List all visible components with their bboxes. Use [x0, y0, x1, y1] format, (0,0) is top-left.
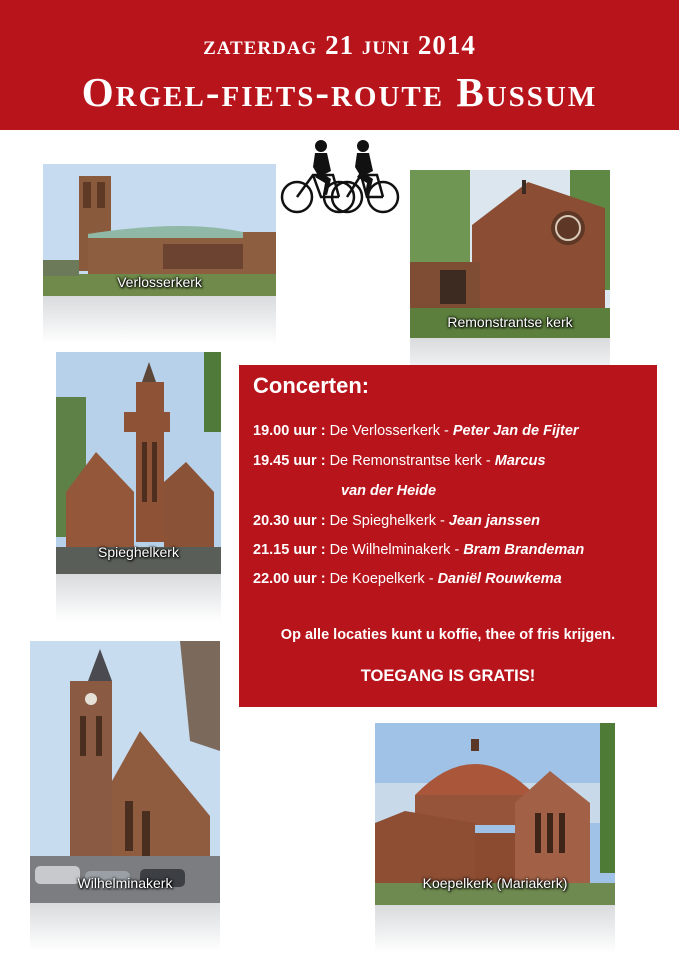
- concert-row: [253, 423, 579, 439]
- event-date: zaterdag 21 juni 2014: [203, 30, 476, 60]
- concert-row: [341, 483, 436, 499]
- concert-separator: :: [316, 571, 330, 587]
- concert-time: 22.00 uur: [253, 571, 317, 587]
- photo-wilhelminakerk: [30, 641, 220, 903]
- refreshments-note: Op alle locaties kunt u koffie, thee of fris krijgen.: [280, 627, 616, 643]
- photo-reflection: [30, 903, 220, 951]
- concert-time: 19.45 uur: [253, 453, 317, 469]
- concert-row: [253, 542, 584, 558]
- concert-church: De Koepelkerk -: [329, 571, 438, 587]
- concert-performer: Bram Brandeman: [463, 542, 585, 558]
- concert-time: 19.00 uur: [253, 423, 317, 439]
- caption-spieghelkerk: Spieghelkerk: [98, 544, 179, 560]
- concerts-heading: Concerten:: [253, 373, 370, 398]
- concert-separator: :: [316, 453, 330, 469]
- caption-wilhelminakerk: Wilhelminakerk: [77, 875, 173, 891]
- free-admission: TOEGANG IS GRATIS!: [360, 667, 536, 685]
- concert-church: De Remonstrantse kerk -: [329, 453, 495, 469]
- concert-performer: Daniël Rouwkema: [437, 571, 562, 587]
- photo-koepelkerk: [375, 723, 615, 905]
- concert-row: [253, 513, 540, 529]
- caption-verlosserkerk: Verlosserkerk: [117, 274, 202, 290]
- concert-time: 20.30 uur: [253, 513, 317, 529]
- concert-performer: Peter Jan de Fijter: [452, 423, 579, 439]
- caption-koepelkerk: Koepelkerk (Mariakerk): [422, 875, 568, 891]
- tandem-cyclists-icon: [279, 137, 401, 217]
- concerts-panel: [239, 365, 657, 707]
- photo-reflection: [56, 574, 221, 622]
- header-banner: [0, 0, 679, 130]
- concert-separator: :: [316, 513, 330, 529]
- concert-performer: van der Heide: [341, 483, 437, 499]
- event-title: Orgel-fiets-route Bussum: [81, 69, 598, 115]
- concert-performer: Jean janssen: [448, 513, 540, 529]
- photo-reflection: [375, 905, 615, 953]
- concert-separator: :: [316, 423, 330, 439]
- concert-performer: Marcus: [494, 453, 546, 469]
- concert-separator: :: [316, 542, 330, 558]
- concert-row: [253, 571, 562, 587]
- concert-row: [253, 453, 546, 469]
- concert-church: De Wilhelminakerk -: [329, 542, 464, 558]
- photo-remonstrantse-kerk: [410, 170, 610, 338]
- concert-church: De Verlosserkerk -: [329, 423, 453, 439]
- photo-verlosserkerk: [43, 164, 276, 296]
- caption-remonstrantse-kerk: Remonstrantse kerk: [447, 314, 573, 330]
- photo-spieghelkerk: [56, 352, 221, 574]
- photo-reflection: [43, 296, 276, 344]
- concert-church: De Spieghelkerk -: [329, 513, 449, 529]
- concert-time: 21.15 uur: [253, 542, 317, 558]
